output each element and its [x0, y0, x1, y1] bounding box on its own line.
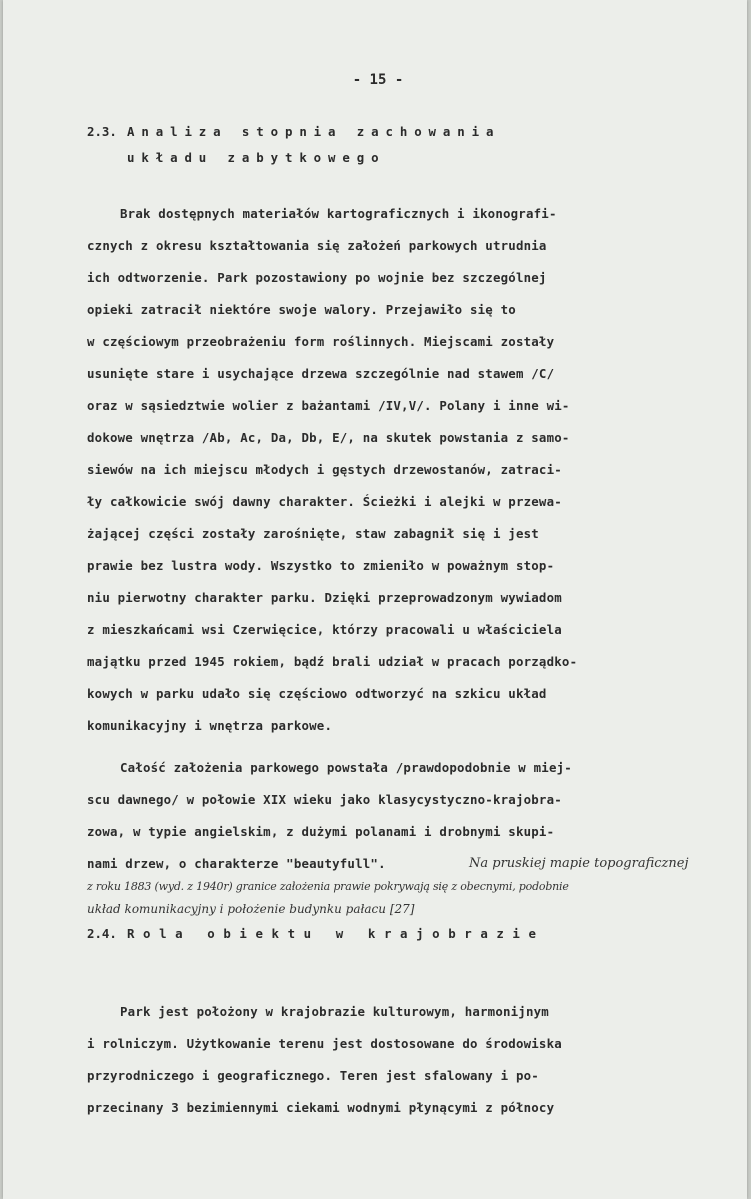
text-line: usunięte stare i usychające drzewa szczególnie nad stawem /C/: [87, 366, 555, 381]
section-2-3-title-line2: układu zabytkowego: [127, 150, 386, 165]
text-line: niu pierwotny charakter parku. Dzięki przeprowadzonym wywiadom: [87, 590, 562, 605]
text-line: Park jest położony w krajobrazie kulturowym, harmonijnym: [120, 1004, 549, 1019]
document-page: [3, 0, 747, 1199]
section-2-3-number: 2.3.: [87, 124, 117, 139]
text-line: ły całkowicie swój dawny charakter. Ścieżki i alejki w przewa-: [87, 494, 562, 509]
handwritten-note-line: Na pruskiej mapie topograficznej: [469, 856, 689, 871]
text-line: komunikacyjny i wnętrza parkowe.: [87, 718, 333, 733]
handwritten-note-line: układ komunikacyjny i położenie budynku pałacu [27]: [87, 902, 415, 916]
handwritten-note-line: z roku 1883 (wyd. z 1940r) granice założenia prawie pokrywają się z obecnymi, podobnie: [87, 880, 569, 893]
text-line: zowa, w typie angielskim, z dużymi polanami i drobnymi skupi-: [87, 824, 555, 839]
text-line: w częściowym przeobrażeniu form roślinnych. Miejscami zostały: [87, 334, 555, 349]
section-2-3-title-line1: Analiza stopnia zachowania: [127, 124, 501, 139]
text-line: ich odtworzenie. Park pozostawiony po wojnie bez szczególnej: [87, 270, 547, 285]
text-line: scu dawnego/ w połowie XIX wieku jako klasycystyczno-krajobra-: [87, 792, 562, 807]
text-line: nami drzew, o charakterze "beautyfull".: [87, 856, 386, 871]
text-line: oraz w sąsiedztwie wolier z bażantami /IV,V/. Polany i inne wi-: [87, 398, 570, 413]
text-line: z mieszkańcami wsi Czerwięcice, którzy pracowali u właściciela: [87, 622, 562, 637]
text-line: majątku przed 1945 rokiem, bądź brali udział w pracach porządko-: [87, 654, 578, 669]
page-number: - 15 -: [352, 72, 404, 88]
text-line: cznych z okresu kształtowania się założeń parkowych utrudnia: [87, 238, 547, 253]
text-line: opieki zatracił niektóre swoje walory. Przejawiło się to: [87, 302, 516, 317]
text-line: prawie bez lustra wody. Wszystko to zmieniło w poważnym stop-: [87, 558, 555, 573]
text-line: przecinany 3 bezimiennymi ciekami wodnymi płynącymi z północy: [87, 1100, 555, 1115]
section-2-4-title: Rola obiektu w krajobrazie: [127, 926, 545, 941]
section-2-4-number: 2.4.: [87, 926, 117, 941]
text-line: przyrodniczego i geograficznego. Teren jest sfalowany i po-: [87, 1068, 539, 1083]
text-line: dokowe wnętrza /Ab, Ac, Da, Db, E/, na skutek powstania z samo-: [87, 430, 570, 445]
text-line: kowych w parku udało się częściowo odtworzyć na szkicu układ: [87, 686, 547, 701]
text-line: i rolniczym. Użytkowanie terenu jest dostosowane do środowiska: [87, 1036, 562, 1051]
text-line: Brak dostępnych materiałów kartograficznych i ikonografi-: [120, 206, 557, 221]
text-line: Całość założenia parkowego powstała /prawdopodobnie w miej-: [120, 760, 572, 775]
text-line: żającej części zostały zarośnięte, staw zabagnił się i jest: [87, 526, 539, 541]
text-line: siewów na ich miejscu młodych i gęstych drzewostanów, zatraci-: [87, 462, 562, 477]
